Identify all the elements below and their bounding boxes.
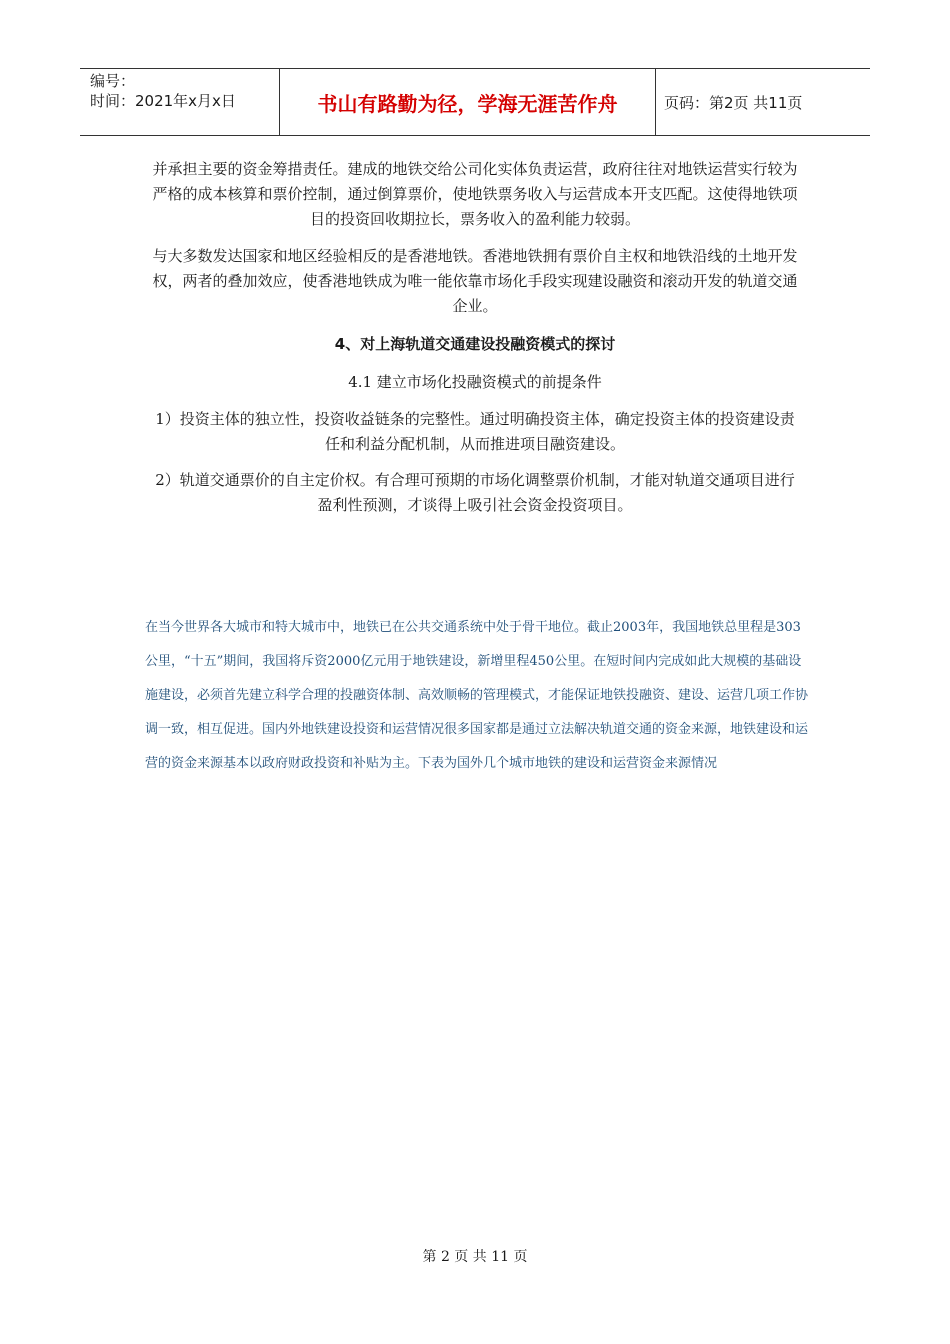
blue-paragraph: 在当今世界各大城市和特大城市中，地铁已在公共交通系统中处于骨干地位。截止2003年，我国地铁总里程是303公里，“十五”期间，我国将斥资2000亿元用于地铁建设，新增里程450公里。在短时间内完成如此大规模的基础设施建设，必须首先建立科学合理的投融资体制、高效顺畅的管理模式，才能保证地铁投融资、建设、运营几项工作协调一致，相互促进。国内外地铁建设投资和运营情况很多国家都是通过立法解决轨道交通的资金来源，地铁建设和运营的资金来源基本以政府财政投资和补贴为主。下表为国外几个城市地铁的建设和运营资金来源情况	[145, 620, 809, 771]
date-line: 时间：2021年x月x日	[90, 92, 236, 110]
page-header	[80, 68, 870, 136]
page-footer: 第 2 页 共 11 页	[422, 1249, 528, 1265]
paragraph-1: 并承担主要的资金筹措责任。建成的地铁交给公司化实体负责运营，政府往往对地铁运营实行较为严格的成本核算和票价控制，通过倒算票价，使地铁票务收入与运营成本开支匹配。这使得地铁项目的投资回收期拉长，票务收入的盈利能力较弱。	[152, 160, 798, 228]
list-item-2: 2）轨道交通票价的自主定价权。有合理可预期的市场化调整票价机制，才能对轨道交通项目进行盈利性预测，才谈得上吸引社会资金投资项目。	[155, 471, 795, 514]
paragraph-2: 与大多数发达国家和地区经验相反的是香港地铁。香港地铁拥有票价自主权和地铁沿线的土地开发权，两者的叠加效应，使香港地铁成为唯一能依靠市场化手段实现建设融资和滚动开发的轨道交通企业。	[152, 247, 798, 315]
serial-label: 编号：	[90, 72, 136, 90]
header-motto: 书山有路勤为径，学海无涯苦作舟	[280, 69, 656, 135]
subsection-heading-4-1: 4.1 建立市场化投融资模式的前提条件	[348, 373, 602, 391]
header-meta	[80, 69, 280, 135]
list-item-1: 1）投资主体的独立性，投资收益链条的完整性。通过明确投资主体，确定投资主体的投资建设责任和利益分配机制，从而推进项目融资建设。	[155, 410, 795, 453]
header-page-info: 页码：第2页 共11页	[664, 93, 803, 112]
section-heading-4: 4、对上海轨道交通建设投融资模式的探讨	[334, 335, 616, 353]
